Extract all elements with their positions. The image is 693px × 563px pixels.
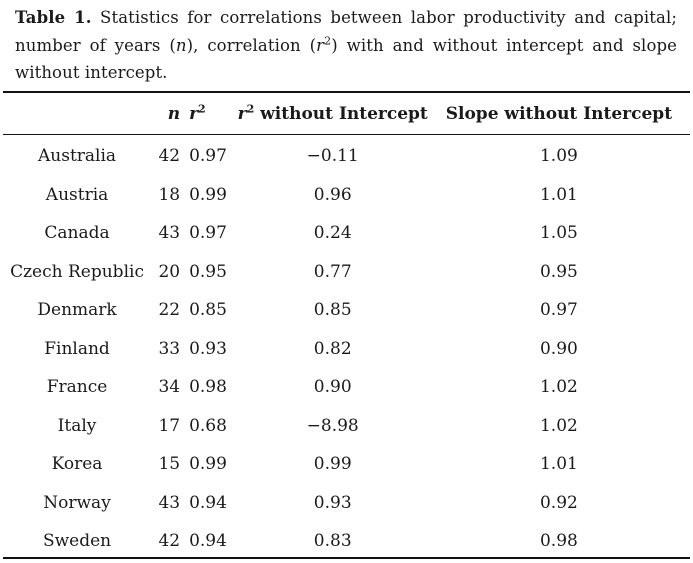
cell-n: 18 <box>158 184 181 205</box>
header-n-symbol: n <box>167 103 181 124</box>
table-header <box>3 93 690 134</box>
cell-r2-without-intercept: 0.77 <box>313 261 352 282</box>
cell-n: 43 <box>158 492 181 513</box>
table-caption <box>15 4 677 87</box>
cell-country: Norway <box>43 492 111 513</box>
cell-n: 22 <box>158 300 181 321</box>
cell-n: 33 <box>158 338 181 359</box>
cell-slope-without-intercept: 1.05 <box>539 223 578 244</box>
table-body <box>3 134 690 561</box>
cell-n: 43 <box>158 223 181 244</box>
cell-country: Australia <box>38 146 117 167</box>
cell-r2: 0.94 <box>189 492 227 513</box>
cell-country: Sweden <box>42 531 112 552</box>
table-row <box>3 407 690 446</box>
cell-r2: 0.68 <box>189 415 227 436</box>
cell-r2: 0.99 <box>189 454 227 475</box>
cell-slope-without-intercept: 0.97 <box>539 300 578 321</box>
cell-r2-without-intercept: −0.11 <box>306 146 359 167</box>
caption-n-symbol: n <box>175 35 187 55</box>
cell-country: Austria <box>45 184 109 205</box>
cell-slope-without-intercept: 0.90 <box>539 338 578 359</box>
header-slope-without-intercept: Slope without Intercept <box>445 103 673 124</box>
table-row <box>3 330 690 369</box>
cell-n: 17 <box>158 415 181 436</box>
cell-country: Denmark <box>37 300 117 321</box>
cell-r2: 0.97 <box>189 146 227 167</box>
cell-r2: 0.94 <box>189 531 227 552</box>
statistics-table <box>3 93 690 561</box>
cell-country: France <box>46 377 108 398</box>
caption-superscript: 2 <box>324 34 332 47</box>
table-row <box>3 214 690 253</box>
header-n <box>151 93 184 134</box>
table-row <box>3 368 690 407</box>
table-row <box>3 176 690 215</box>
cell-n: 42 <box>158 146 181 167</box>
table-row <box>3 522 690 561</box>
table-row <box>3 445 690 484</box>
cell-slope-without-intercept: 1.02 <box>539 377 578 398</box>
cell-r2-without-intercept: 0.83 <box>313 531 352 552</box>
cell-country: Korea <box>51 454 103 475</box>
caption-label: Table 1. <box>15 8 92 27</box>
cell-r2: 0.97 <box>189 223 227 244</box>
cell-r2-without-intercept: 0.96 <box>313 184 352 205</box>
header-country <box>3 93 151 134</box>
caption-text-part1: Statistics for correlations between labor productivity and capital; number of years ( <box>15 8 678 55</box>
cell-n: 42 <box>158 531 181 552</box>
cell-country: Czech Republic <box>10 261 144 282</box>
table-row <box>3 253 690 292</box>
cell-r2: 0.95 <box>189 261 227 282</box>
cell-r2: 0.99 <box>189 184 227 205</box>
cell-r2: 0.98 <box>189 377 227 398</box>
cell-r2-without-intercept: 0.93 <box>313 492 352 513</box>
cell-r2: 0.85 <box>189 300 227 321</box>
cell-r2-without-intercept: −8.98 <box>306 415 359 436</box>
header-r2 <box>184 93 238 134</box>
table-row <box>3 291 690 330</box>
header-r2-symbol: r <box>189 103 199 124</box>
cell-country: Italy <box>57 415 97 436</box>
header-r2-without-superscript: 2 <box>246 101 255 115</box>
cell-r2-without-intercept: 0.99 <box>313 454 352 475</box>
cell-country: Finland <box>44 338 110 359</box>
caption-text-part3: ) with and without intercept and slope without intercept. <box>15 35 677 82</box>
header-r2-without-intercept <box>238 93 428 134</box>
header-r2-without-symbol: r <box>237 103 247 124</box>
caption-text-part2: ), correlation ( <box>186 35 317 55</box>
cell-r2-without-intercept: 0.82 <box>313 338 352 359</box>
cell-slope-without-intercept: 1.09 <box>539 146 578 167</box>
cell-n: 20 <box>158 261 181 282</box>
header-row <box>3 93 690 134</box>
cell-slope-without-intercept: 0.92 <box>539 492 578 513</box>
cell-n: 34 <box>158 377 181 398</box>
cell-slope-without-intercept: 1.02 <box>539 415 578 436</box>
cell-slope-without-intercept: 1.01 <box>539 184 578 205</box>
header-r2-superscript: 2 <box>198 101 206 115</box>
caption-r-symbol: r <box>316 35 325 55</box>
cell-n: 15 <box>158 454 181 475</box>
cell-slope-without-intercept: 0.98 <box>539 531 578 552</box>
cell-r2-without-intercept: 0.24 <box>313 223 352 244</box>
cell-country: Canada <box>44 223 110 244</box>
header-r2-without-text: without Intercept <box>254 103 428 124</box>
table-row <box>3 134 690 176</box>
table-row <box>3 484 690 523</box>
cell-r2-without-intercept: 0.90 <box>313 377 352 398</box>
cell-r2-without-intercept: 0.85 <box>313 300 352 321</box>
cell-slope-without-intercept: 1.01 <box>539 454 578 475</box>
cell-r2: 0.93 <box>189 338 227 359</box>
cell-slope-without-intercept: 0.95 <box>539 261 578 282</box>
